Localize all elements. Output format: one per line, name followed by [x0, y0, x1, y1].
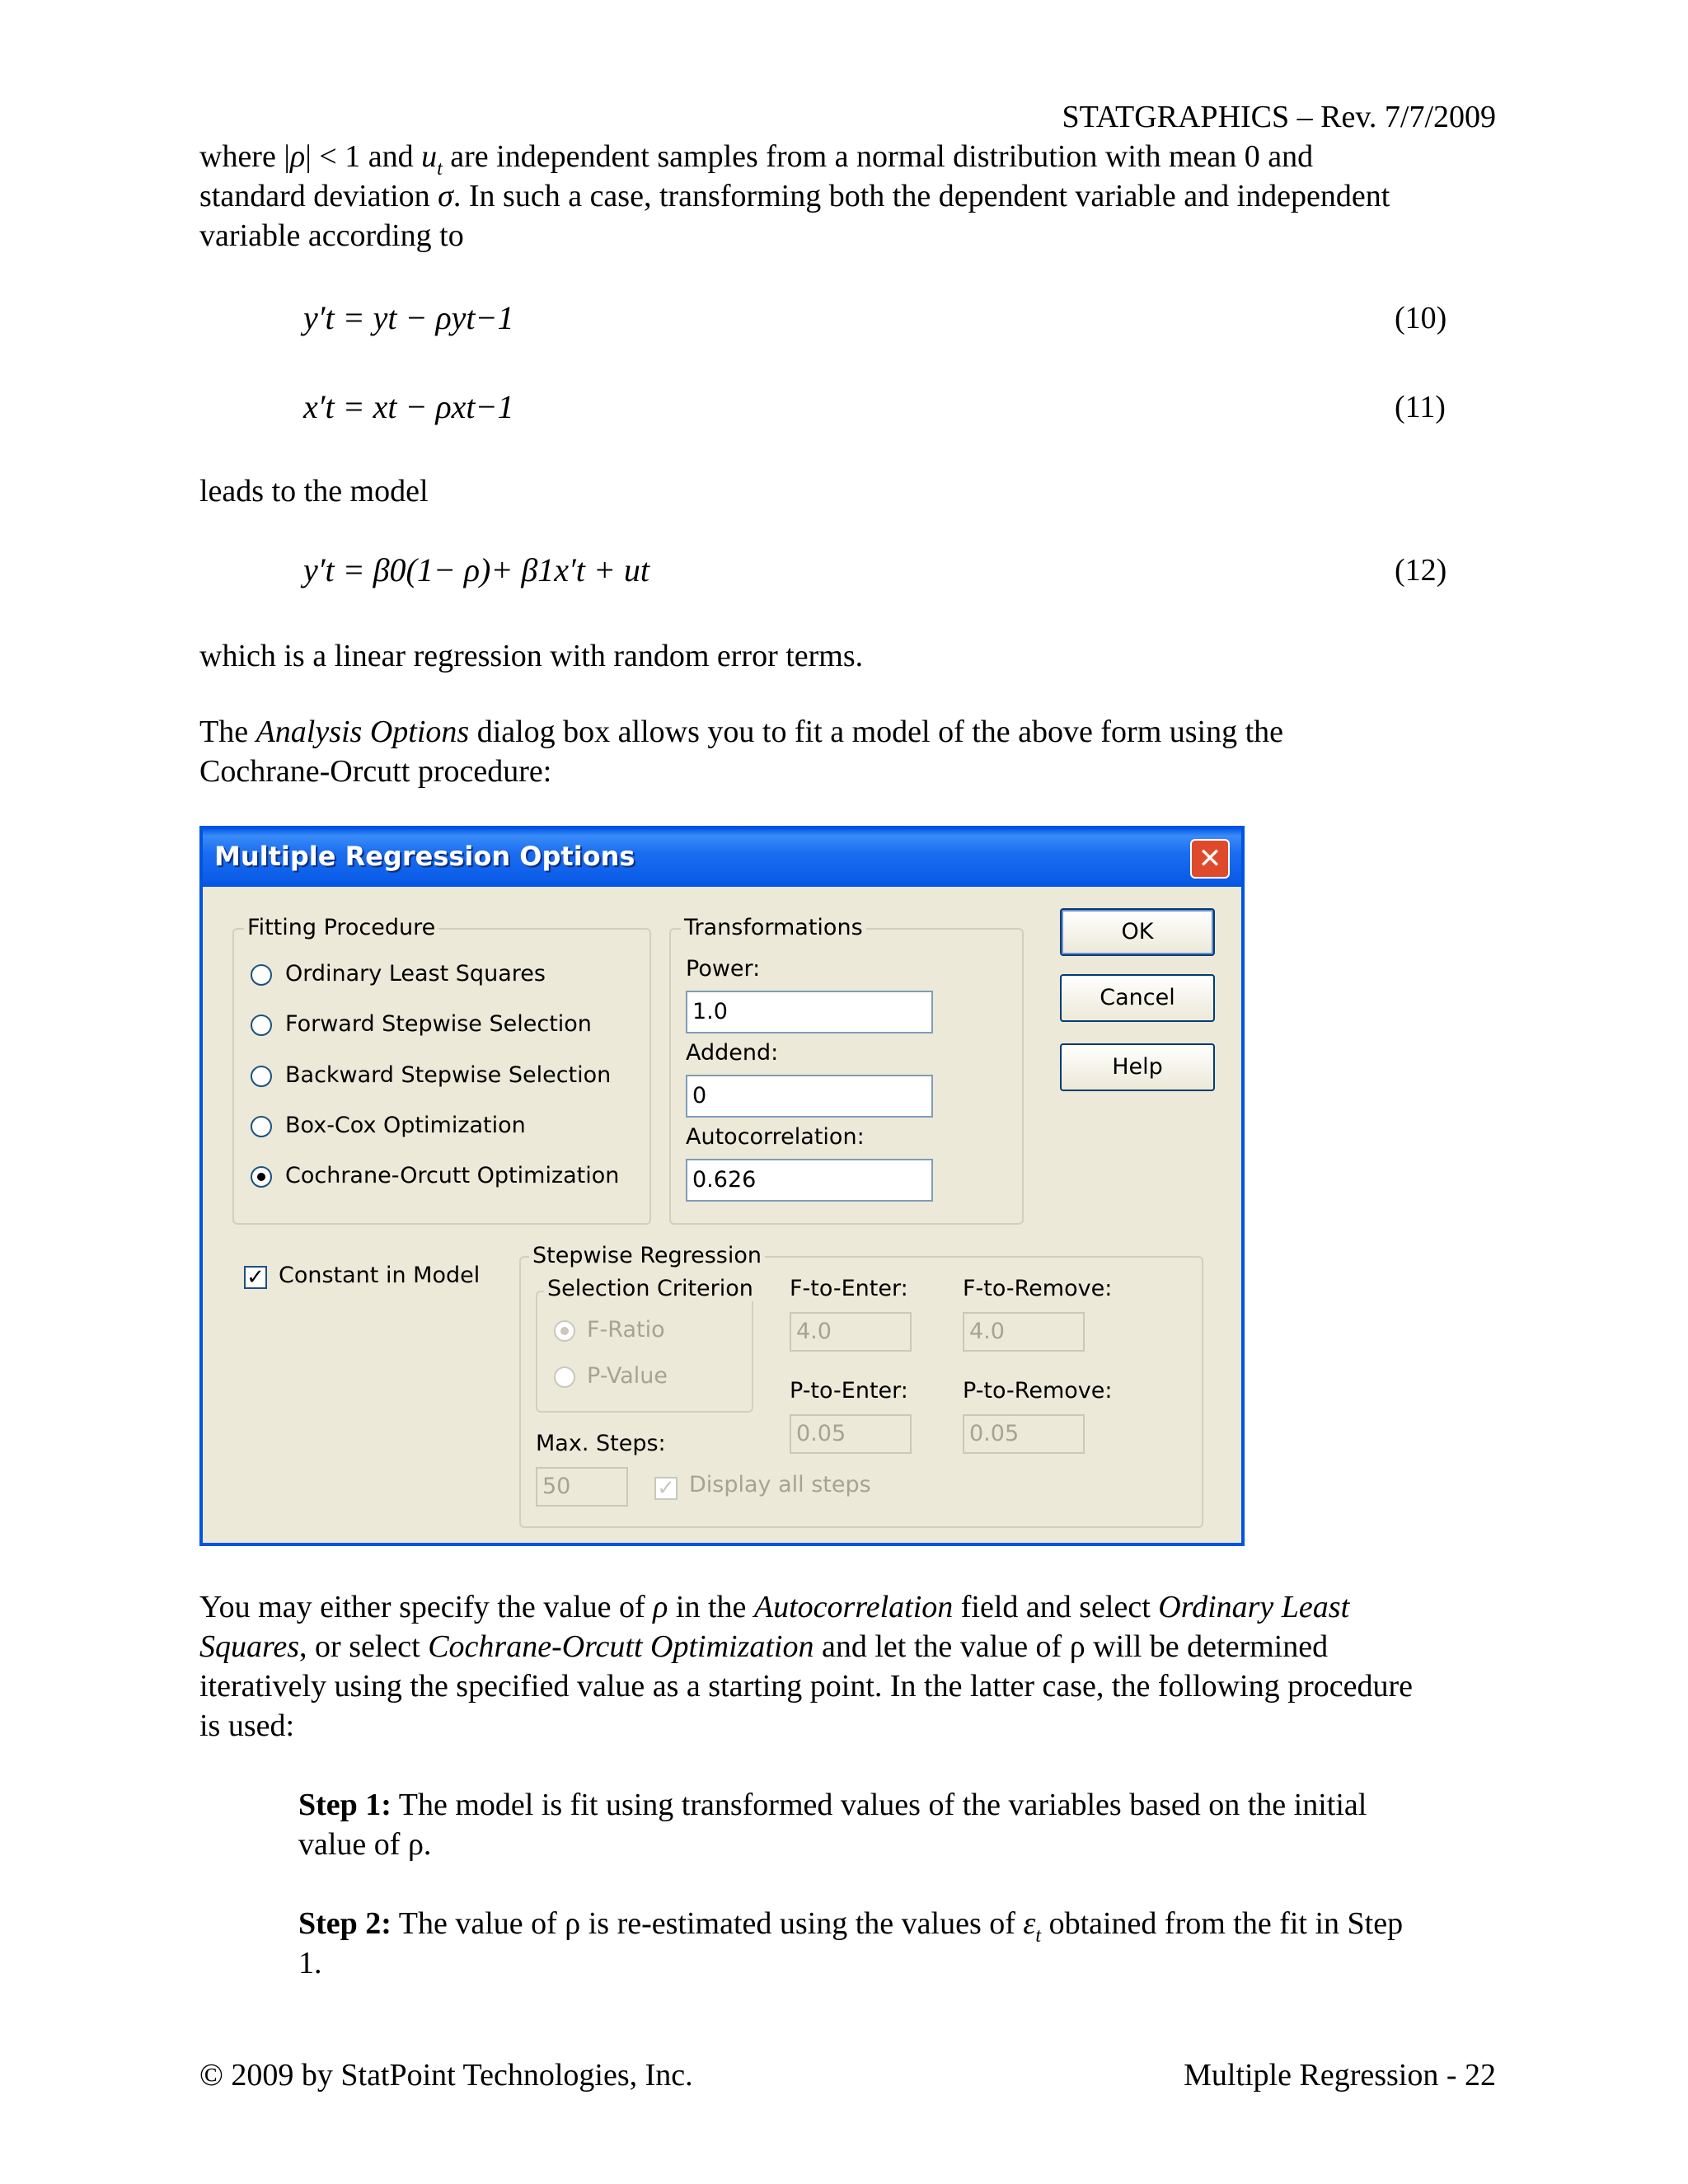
selection-criterion-legend: Selection Criterion [544, 1276, 757, 1301]
power-input[interactable]: 1.0 [686, 991, 933, 1033]
equation-10: y′t = yt − ρyt−1 [303, 299, 514, 336]
p-to-enter-input[interactable]: 0.05 [790, 1414, 912, 1454]
after-line-1: You may either specify the value of ρ in the Autocorrelation field and select Ordinary Least [199, 1590, 1350, 1624]
multiple-regression-options-dialog [199, 826, 1245, 1546]
label-forward-stepwise: Forward Stepwise Selection [285, 1011, 592, 1037]
label-ordinary-least-squares: Ordinary Least Squares [285, 961, 546, 987]
transformations-legend: Transformations [681, 915, 866, 940]
radio-forward-stepwise[interactable] [251, 1015, 272, 1036]
constant-in-model-checkbox[interactable]: ✓ [244, 1266, 267, 1289]
fitting-procedure-legend: Fitting Procedure [244, 915, 438, 940]
equation-12: y′t = β0(1− ρ)+ β1x′t + ut [303, 551, 649, 588]
equation-10-number: (10) [1395, 301, 1447, 335]
dialog-titlebar[interactable] [203, 829, 1241, 887]
step-1-line-1: Step 1: The model is fit using transformed values of the variables based on the initial [298, 1788, 1367, 1822]
label-p-value: P-Value [587, 1363, 668, 1389]
f-to-remove-input[interactable]: 4.0 [963, 1312, 1085, 1352]
display-all-steps-label: Display all steps [689, 1472, 871, 1497]
help-button[interactable]: Help [1060, 1043, 1215, 1091]
dialog-title: Multiple Regression Options [214, 841, 635, 872]
power-label: Power: [686, 956, 761, 982]
f-to-remove-label: F-to-Remove: [963, 1276, 1113, 1301]
radio-backward-stepwise[interactable] [251, 1066, 272, 1087]
which-text: which is a linear regression with random error terms. [199, 639, 864, 673]
after-line-4: is used: [199, 1708, 295, 1743]
autocorrelation-input[interactable]: 0.626 [686, 1159, 933, 1202]
radio-f-ratio[interactable] [554, 1320, 575, 1342]
footer-copyright: © 2009 by StatPoint Technologies, Inc. [199, 2058, 693, 2093]
radio-cochrane-orcutt[interactable] [251, 1166, 272, 1188]
addend-input[interactable]: 0 [686, 1075, 933, 1118]
p-to-remove-label: P-to-Remove: [963, 1378, 1113, 1404]
f-to-enter-label: F-to-Enter: [790, 1276, 908, 1301]
analysis-line-2: Cochrane-Orcutt procedure: [199, 754, 552, 789]
cancel-button[interactable]: Cancel [1060, 974, 1215, 1022]
constant-in-model-label: Constant in Model [279, 1263, 481, 1288]
autocorrelation-label: Autocorrelation: [686, 1124, 865, 1150]
equation-11: x′t = xt − ρxt−1 [303, 388, 514, 425]
intro-line-1: where |ρ| < 1 and $u_t$ are independent samples from a normal distribution with mean 0 and [199, 139, 1314, 180]
radio-ordinary-least-squares[interactable] [251, 964, 272, 986]
analysis-line-1: The Analysis Options dialog box allows you to fit a model of the above form using the [199, 715, 1284, 749]
intro-line-3: variable according to [199, 218, 464, 253]
stepwise-regression-legend: Stepwise Regression [529, 1243, 765, 1268]
equation-11-number: (11) [1395, 390, 1446, 424]
label-box-cox: Box-Cox Optimization [285, 1113, 526, 1138]
display-all-steps-checkbox[interactable]: ✓ [654, 1477, 678, 1500]
p-to-enter-label: P-to-Enter: [790, 1378, 908, 1404]
label-f-ratio: F-Ratio [587, 1317, 665, 1343]
step-2-line-2: 1. [298, 1946, 322, 1980]
ok-button[interactable]: OK [1060, 908, 1215, 956]
max-steps-input[interactable]: 50 [536, 1467, 628, 1507]
after-line-2: Squares, or select Cochrane-Orcutt Optimization and let the value of ρ will be determined [199, 1629, 1329, 1664]
footer-page-number: Multiple Regression - 22 [1184, 2058, 1496, 2093]
intro-line-2: standard deviation σ. In such a case, transforming both the dependent variable and independent [199, 179, 1390, 213]
p-to-remove-input[interactable]: 0.05 [963, 1414, 1085, 1454]
equation-12-number: (12) [1395, 553, 1447, 588]
leads-text: leads to the model [199, 474, 429, 509]
label-backward-stepwise: Backward Stepwise Selection [285, 1062, 612, 1088]
addend-label: Addend: [686, 1040, 779, 1066]
close-button[interactable]: ✕ [1190, 839, 1230, 879]
selection-criterion-group [536, 1291, 753, 1413]
step-2-line-1: Step 2: The value of ρ is re-estimated using the values of $\varepsilon_t$ obtained from the fit in Step [298, 1906, 1404, 1947]
f-to-enter-input[interactable]: 4.0 [790, 1312, 912, 1352]
label-cochrane-orcutt: Cochrane-Orcutt Optimization [285, 1163, 620, 1188]
radio-box-cox[interactable] [251, 1116, 272, 1137]
max-steps-label: Max. Steps: [536, 1431, 666, 1456]
step-1-line-2: value of ρ. [298, 1827, 432, 1862]
after-line-3: iteratively using the specified value as a starting point. In the latter case, the following procedure [199, 1669, 1413, 1704]
page-header: STATGRAPHICS – Rev. 7/7/2009 [1062, 100, 1496, 134]
radio-p-value[interactable] [554, 1366, 575, 1388]
